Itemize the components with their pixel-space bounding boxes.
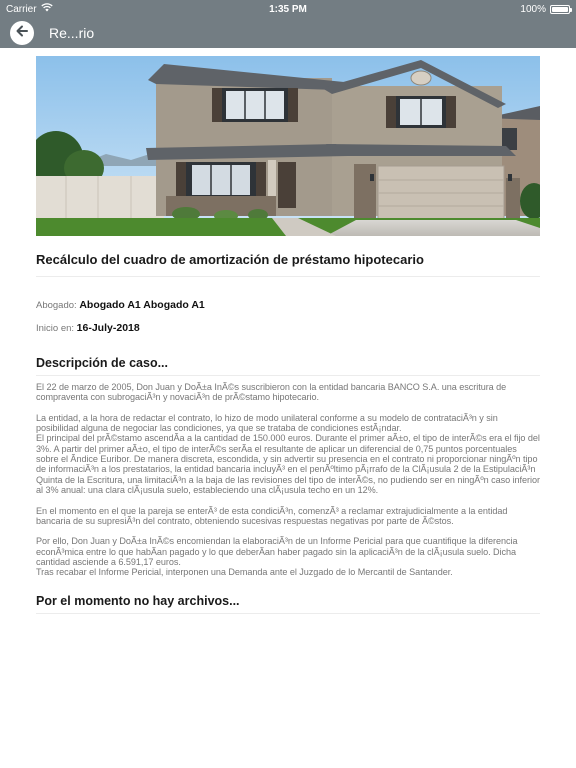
case-title: Recálculo del cuadro de amortización de préstamo hipotecario [36, 252, 540, 277]
lawyer-row [36, 299, 540, 311]
description-paragraph: La entidad, a la hora de redactar el contrato, lo hizo de modo unilateral conforme a su modelo de contrataciÃ³n y sin posibilidad alguna de negociar las condiciones, ya que se trataba de condiciones estÃ¡ndar. El principal del prÃ©stamo ascendÃa a la cantidad de 150.000 euros. Durante el primer aÃ±o, el tipo de interÃ©s era el fijo del 3%. A partir del primer aÃ±o, el tipo de interÃ©s serÃa el resultante de aplicar un diferencial de 0,75 puntos porcentuales sobre el Ãndice Euribor. De manera discreta, escondida, y sin advertir su presencia en el contrato ni proporcionar ningÃºn tipo de informaciÃ³n a los prestatarios, la entidad bancaria incluyÃ³ en el penÃºltimo pÃ¡rrafo de la ClÃ¡usula 2 de la EstipulaciÃ³n Quinta de la Escritura, una limitaciÃ³n a la baja de las revisiones del tipo de interÃ©s, no pudiendo ser en ningÃºn caso inferior al 3% anual: una clara clÃ¡usula suelo, estableciendo una clÃ¡usula techo en un 12%. [36, 412, 540, 495]
start-date-value: 16-July-2018 [76, 322, 140, 334]
battery-fill [552, 7, 568, 12]
description-body [36, 382, 540, 578]
carrier-label: Carrier [6, 3, 37, 15]
description-paragraph: Por ello, Don Juan y DoÃ±a InÃ©s encomiendan la elaboraciÃ³n de un Informe Pericial para que cuantifique la diferencia econÃ³mica entre lo que habÃan pagado y lo que deberÃan haber pagado sin la aplicaciÃ³n de la clÃ¡usula suelo. Dicha cantidad asciende a 6.591,17 euros. Tras recabar el Informe Pericial, interponen una Demanda ante el Juzgado de lo Mercantil de Santander. [36, 536, 518, 578]
lawyer-label: Abogado: [36, 300, 77, 311]
status-bar [0, 0, 576, 18]
files-title: Por el momento no hay archivos... [36, 594, 540, 614]
nav-bar [0, 18, 576, 48]
description-paragraph: En el momento en el que la pareja se enterÃ³ de esta condiciÃ³n, comenzÃ³ a reclamar extrajudicialmente a la entidad bancaria de su supresiÃ³n del contrato, obteniendo sucesivas respuestas negativas por parte de Ã©stos. [36, 505, 508, 526]
battery-icon [550, 5, 570, 14]
status-right [520, 0, 570, 18]
case-image [36, 56, 540, 236]
battery-text: 100% [520, 3, 546, 15]
start-date-row [36, 322, 540, 334]
back-button[interactable] [10, 21, 34, 45]
description-paragraph: El 22 de marzo de 2005, Don Juan y DoÃ±a InÃ©s suscribieron con la entidad bancaria BANCO S.A. una escritura de compraventa con subrogaciÃ³n y novaciÃ³n de prÃ©stamo hipotecario. [36, 382, 507, 403]
description-title: Descripción de caso... [36, 356, 540, 376]
lawyer-value: Abogado A1 Abogado A1 [79, 299, 205, 311]
nav-title: Re...rio [49, 25, 95, 41]
status-time: 1:35 PM [269, 3, 307, 15]
start-date-label: Inicio en: [36, 323, 75, 334]
arrow-left-icon [15, 24, 29, 43]
case-content [36, 252, 540, 614]
